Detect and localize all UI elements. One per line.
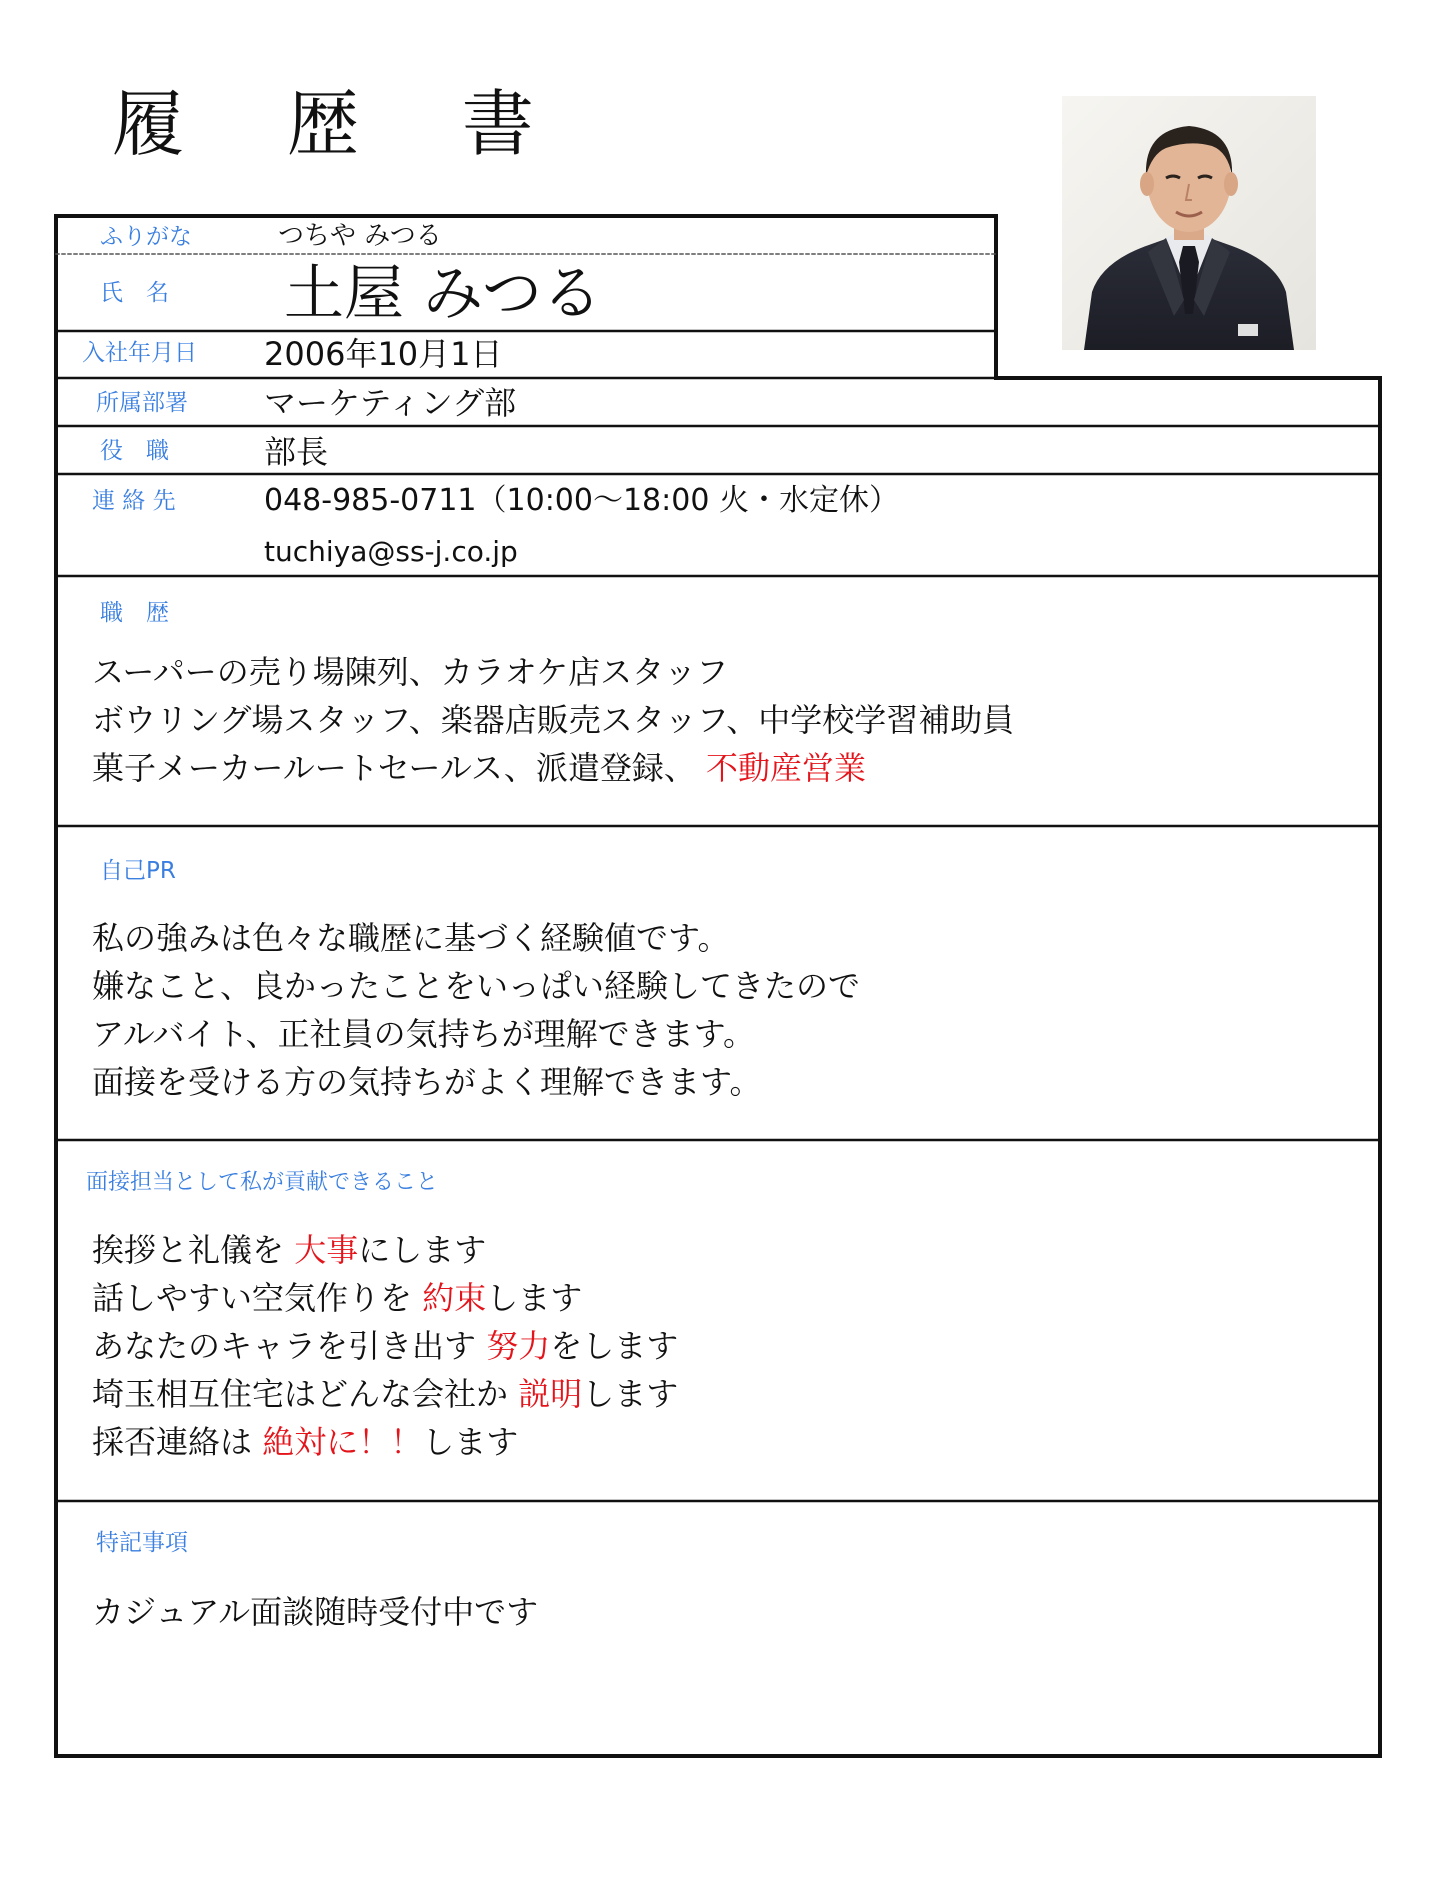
contact-email[interactable]: tuchiya@ss-j.co.jp <box>264 535 518 568</box>
self-pr-line <box>92 962 860 1010</box>
position-value: 部長 <box>264 433 329 471</box>
emphasis-text: 説明 <box>518 1375 583 1413</box>
line-text: します <box>422 1423 519 1461</box>
notes-line <box>92 1588 538 1636</box>
line-text: にします <box>358 1231 487 1269</box>
career-line <box>92 696 1014 744</box>
department-value: マーケティング部 <box>264 384 517 422</box>
career-line <box>92 648 1014 696</box>
self-pr-label: 自己PR <box>100 858 176 884</box>
line-text: 菓子メーカールートセールス、派遣登録、 <box>92 749 707 787</box>
career-line <box>92 744 1014 792</box>
line-text: アルバイト、正社員の気持ちが理解できます。 <box>92 1015 756 1053</box>
line-text: をします <box>550 1327 679 1365</box>
self-pr-line <box>92 1058 860 1106</box>
line-text: 挨拶と礼儀を <box>92 1231 295 1269</box>
contribution-line <box>92 1418 678 1466</box>
emphasis-text: 絶対に！！ <box>262 1423 423 1461</box>
department-label: 所属部署 <box>96 390 188 416</box>
profile-photo <box>1062 96 1316 350</box>
contact-label: 連 絡 先 <box>92 488 176 514</box>
notes-list <box>92 1588 538 1636</box>
furigana-value: つちや みつる <box>278 221 442 251</box>
contact-phone: 048-985-0711（10:00～18:00 火・水定休） <box>264 483 899 518</box>
line-text: します <box>582 1375 679 1413</box>
career-label: 職 歴 <box>100 600 169 626</box>
furigana-label: ふりがな <box>100 224 192 250</box>
join-date-label: 入社年月日 <box>82 340 197 366</box>
notes-label: 特記事項 <box>96 1530 188 1556</box>
line-text: あなたのキャラを引き出す <box>92 1327 487 1365</box>
self-pr-line <box>92 1010 860 1058</box>
contribution-line <box>92 1226 678 1274</box>
self-pr-line <box>92 914 860 962</box>
line-text: 話しやすい空気作りを <box>92 1279 423 1317</box>
line-text: 嫌なこと、良かったことをいっぱい経験してきたので <box>92 967 861 1005</box>
join-date-value: 2006年10月1日 <box>264 335 503 373</box>
line-text: ボウリング場スタッフ、楽器店販売スタッフ、中学校学習補助員 <box>92 701 1015 739</box>
emphasis-text: 努力 <box>486 1327 551 1365</box>
line-text: カジュアル面談随時受付中です <box>92 1593 539 1631</box>
contribution-line <box>92 1370 678 1418</box>
document-title: 履 歴 書 <box>112 82 574 166</box>
career-list <box>92 648 1014 792</box>
line-text: 私の強みは色々な職歴に基づく経験値です。 <box>92 919 730 957</box>
line-text: 埼玉相互住宅はどんな会社か <box>92 1375 519 1413</box>
line-text: します <box>486 1279 583 1317</box>
contribution-line <box>92 1322 678 1370</box>
name-label: 氏 名 <box>100 280 169 306</box>
self-pr-list <box>92 914 860 1106</box>
person-portrait-icon <box>1062 96 1316 350</box>
contribution-list <box>92 1226 678 1466</box>
contribution-line <box>92 1274 678 1322</box>
emphasis-text: 不動産営業 <box>706 749 867 787</box>
line-text: 採否連絡は <box>92 1423 263 1461</box>
contribution-label: 面接担当として私が貢献できること <box>86 1170 439 1195</box>
emphasis-text: 大事 <box>294 1231 359 1269</box>
name-value: 土屋 みつる <box>284 259 602 329</box>
line-text: スーパーの売り場陳列、カラオケ店スタッフ <box>92 653 729 691</box>
position-label: 役 職 <box>100 438 169 464</box>
line-text: 面接を受ける方の気持ちがよく理解できます。 <box>92 1063 762 1101</box>
emphasis-text: 約束 <box>422 1279 487 1317</box>
